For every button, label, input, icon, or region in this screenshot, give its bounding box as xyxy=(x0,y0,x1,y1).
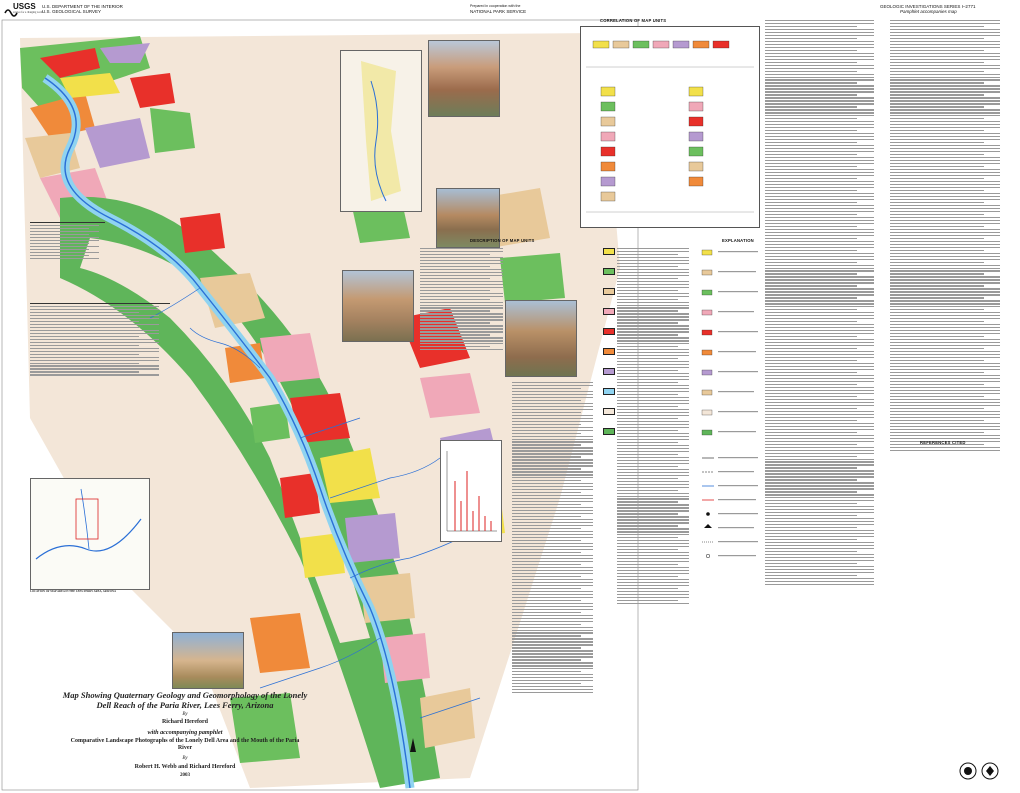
explanation-graphic xyxy=(700,246,762,786)
explanation-title: EXPLANATION xyxy=(722,238,754,243)
description-text-col3 xyxy=(617,246,695,776)
pamphlet-subtitle: Comparative Landscape Photographs of the Lonely Dell Area and the Mouth of the Paria River xyxy=(70,738,300,751)
authors-2: Robert H. Webb and Richard Hereford xyxy=(134,764,236,770)
unit-swatch-qt5 xyxy=(603,368,615,375)
agency-seal-icon xyxy=(958,760,1008,782)
unit-swatch-qt7 xyxy=(603,408,615,415)
figure-chart-graphic xyxy=(441,441,501,541)
explanation-swatches xyxy=(700,246,762,786)
text-column-right-1 xyxy=(765,18,883,788)
bottom-right-logos xyxy=(958,760,1008,782)
description-text-col1 xyxy=(420,246,510,426)
locator-map-graphic xyxy=(31,479,149,589)
figure-chart xyxy=(440,440,502,542)
photo-terrace xyxy=(342,270,414,342)
locator-map xyxy=(30,478,150,590)
table-1 xyxy=(30,222,105,298)
correlation-diagram xyxy=(580,26,760,228)
year: 2003 xyxy=(180,773,190,778)
inset-map-caption: LOCATION OF MAP AREA IN THE LEES FERRY AREA, ARIZONA xyxy=(30,590,116,593)
unit-swatch-qt1 xyxy=(603,288,615,295)
photo-river-mouth xyxy=(505,300,577,377)
unit-swatch-qt3 xyxy=(603,328,615,335)
unit-swatch-qa xyxy=(603,268,615,275)
table-2 xyxy=(30,303,170,454)
unit-swatch-qt2 xyxy=(603,308,615,315)
cooperation-line1: Prepared in cooperation with the xyxy=(470,4,521,8)
unit-swatch-qf xyxy=(603,248,615,255)
map-title: Map Showing Quaternary Geology and Geomorphology of the Lonely Dell Reach of the Paria River, Lees Ferry, Arizona xyxy=(62,690,308,710)
inset-location-map xyxy=(340,50,422,212)
with-pamphlet: with accompanying pamphlet xyxy=(147,729,223,736)
usgs-tagline: science for a changing world xyxy=(13,11,43,14)
agency-line2: U.S. GEOLOGICAL SURVEY xyxy=(42,9,102,14)
usgs-logo-text: USGS xyxy=(13,2,36,11)
unit-swatch-qt4 xyxy=(603,348,615,355)
photo-paria-canyon xyxy=(428,40,500,117)
series-line2: Pamphlet accompanies map xyxy=(900,9,957,14)
description-text-col2 xyxy=(512,380,600,780)
correlation-title: CORRELATION OF MAP UNITS xyxy=(600,18,667,23)
description-title: DESCRIPTION OF MAP UNITS xyxy=(470,238,535,243)
agency-line1: U.S. DEPARTMENT OF THE INTERIOR xyxy=(42,4,123,9)
correlation-graphic xyxy=(581,27,759,227)
series-line1: GEOLOGIC INVESTIGATIONS SERIES I–2771 xyxy=(880,4,976,9)
unit-swatch-qt8 xyxy=(603,428,615,435)
inset-map-graphic xyxy=(341,51,421,211)
photo-landscape xyxy=(172,632,244,689)
by-label-1: By xyxy=(182,712,188,717)
by-label-2: By xyxy=(182,756,188,761)
references-title: REFERENCES CITED xyxy=(920,440,966,445)
unit-swatch-qt6 xyxy=(603,388,615,395)
text-column-right-2 xyxy=(890,18,1010,598)
author-1: Richard Hereford xyxy=(161,719,209,725)
cooperation-line2: NATIONAL PARK SERVICE xyxy=(470,9,527,14)
